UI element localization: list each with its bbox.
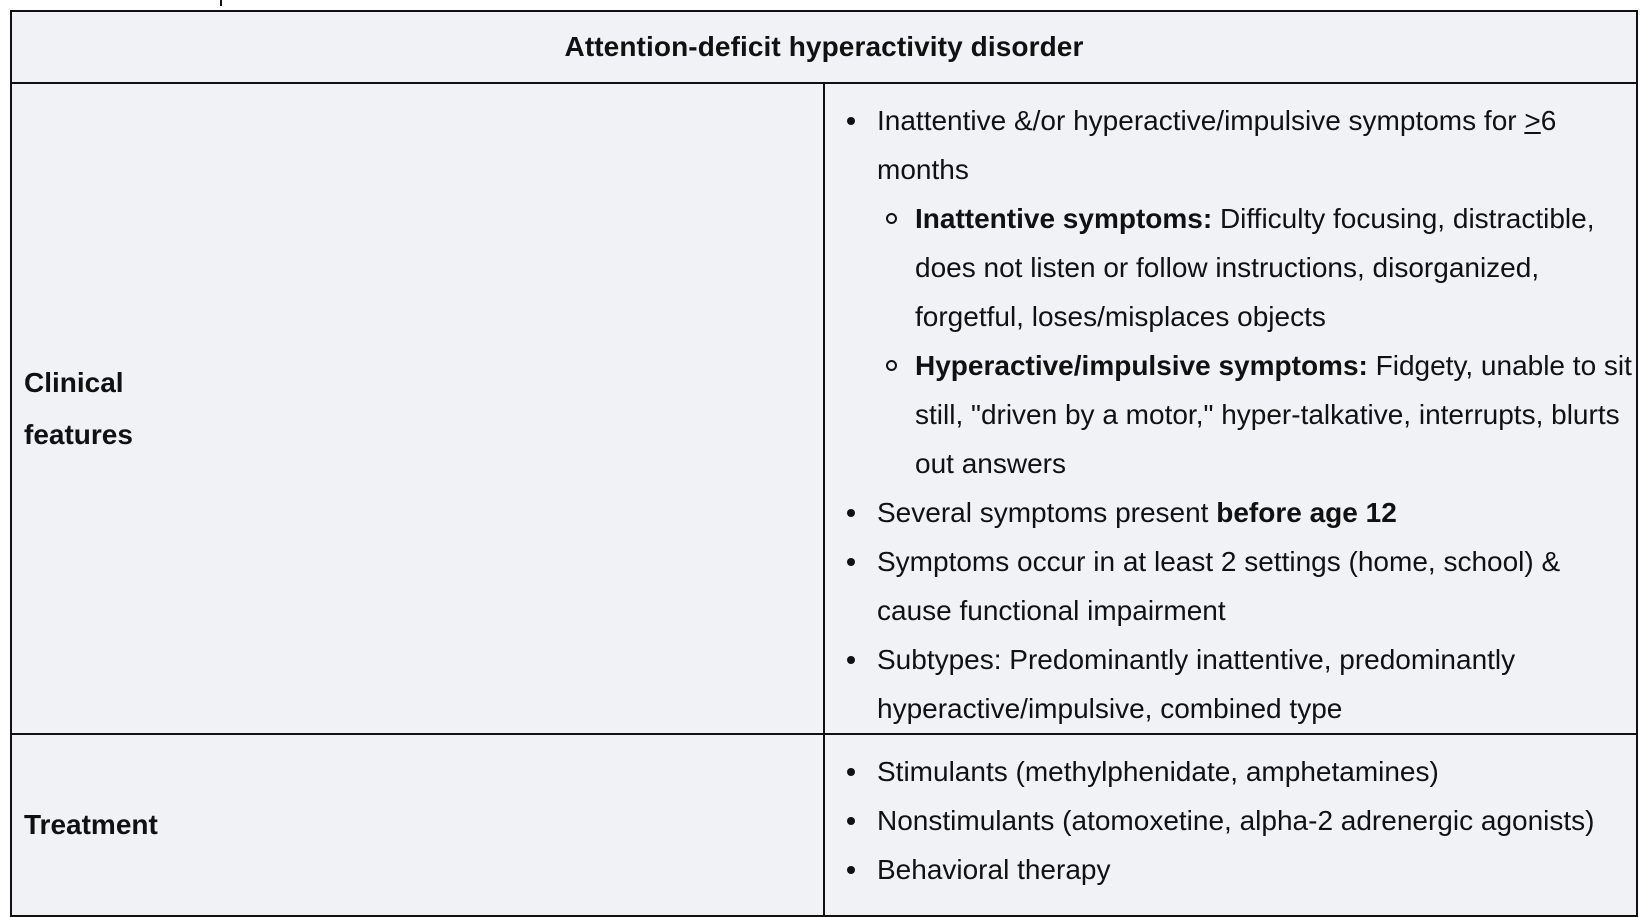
table-title: Attention-deficit hyperactivity disorder — [11, 11, 1637, 83]
clinical-features-content — [824, 83, 1637, 734]
symptom-sublist — [877, 194, 1636, 488]
onset-age: before age 12 — [1216, 497, 1397, 528]
clinical-features-list — [825, 96, 1636, 733]
list-item: Stimulants (methylphenidate, amphetamines) — [877, 747, 1636, 796]
clinical-features-label — [11, 83, 824, 734]
cropped-text-fragment — [220, 0, 228, 6]
list-item — [915, 341, 1636, 488]
list-item: Nonstimulants (atomoxetine, alpha-2 adrenergic agonists) — [877, 796, 1636, 845]
list-item — [915, 194, 1636, 341]
adhd-info-table — [10, 10, 1638, 917]
duration-text-pre: Inattentive &/or hyperactive/impulsive symptoms for — [877, 105, 1525, 136]
greater-equal-sign: > — [1524, 105, 1541, 136]
treatment-label: Treatment — [11, 734, 824, 916]
hyperactive-text: Fidgety, unable to sit still, "driven by a motor," hyper-talkative, interrupts, blurts out answers — [915, 350, 1632, 479]
table-header-row — [11, 11, 1637, 83]
treatment-row — [11, 734, 1637, 916]
onset-text-pre: Several symptoms present — [877, 497, 1217, 528]
treatment-list — [825, 747, 1636, 894]
list-item: Behavioral therapy — [877, 845, 1636, 894]
list-item: Symptoms occur in at least 2 settings (home, school) & cause functional impairment — [877, 537, 1636, 635]
treatment-content — [824, 734, 1637, 916]
clinical-label-line2: features — [24, 418, 133, 450]
list-item — [877, 488, 1636, 537]
top-edge-fragment — [0, 0, 1648, 10]
list-item — [877, 96, 1636, 488]
hyperactive-heading: Hyperactive/impulsive symptoms: — [915, 350, 1368, 381]
inattentive-text: Difficulty focusing, distractible, does not listen or follow instructions, disorganized, forgetful, loses/misplaces objects — [915, 203, 1595, 332]
clinical-label-line1: Clinical — [24, 366, 124, 398]
clinical-features-row — [11, 83, 1637, 734]
inattentive-heading: Inattentive symptoms: — [915, 203, 1213, 234]
list-item: Subtypes: Predominantly inattentive, predominantly hyperactive/impulsive, combined type — [877, 635, 1636, 733]
duration-text-post: 6 months — [877, 105, 1557, 185]
